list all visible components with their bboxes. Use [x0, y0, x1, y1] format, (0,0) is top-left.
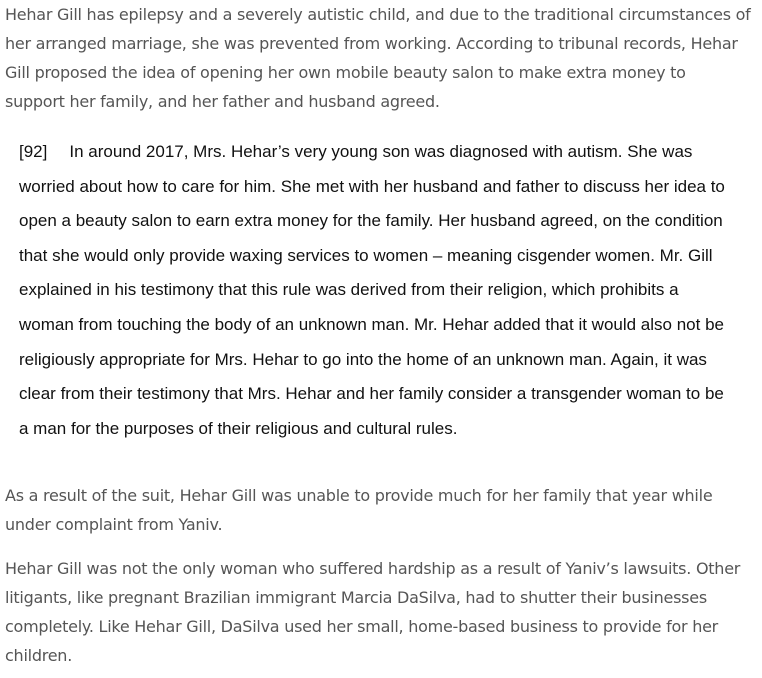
paragraph-line: Hehar Gill has epilepsy and a severely autistic child, and due to the traditional circumstances of [5, 5, 751, 24]
quote-line: a man for the purposes of their religious and cultural rules. [19, 418, 458, 438]
paragraph-line: completely. Like Hehar Gill, DaSilva used her small, home-based business to provide for her [5, 617, 718, 636]
quote-line: worried about how to care for him. She met with her husband and father to discuss her idea to [19, 176, 725, 196]
paragraph-line: Hehar Gill was not the only woman who suffered hardship as a result of Yaniv’s lawsuits. Other [5, 559, 741, 578]
paragraph-line: under complaint from Yaniv. [5, 515, 223, 534]
quote-line: explained in his testimony that this rule was derived from their religion, which prohibits a [19, 280, 679, 300]
paragraph-line: litigants, like pregnant Brazilian immigrant Marcia DaSilva, had to shutter their businesses [5, 588, 707, 607]
quote-paragraph-number: [92] [19, 142, 48, 161]
quote-line: religiously appropriate for Mrs. Hehar to go into the home of an unknown man. Again, it was [19, 349, 707, 369]
quote-line [19, 135, 759, 170]
paragraph-line: her arranged marriage, she was prevented from working. According to tribunal records, Hehar [5, 34, 738, 53]
paragraph-line: Gill proposed the idea of opening her own mobile beauty salon to make extra money to [5, 63, 686, 82]
paragraph-line: support her family, and her father and husband agreed. [5, 92, 440, 111]
quote-line: clear from their testimony that Mrs. Hehar and her family consider a transgender woman to be [19, 384, 724, 404]
result-paragraph [5, 481, 712, 539]
tribunal-quote [19, 135, 759, 446]
quote-line-text: In around 2017, Mrs. Hehar’s very young son was diagnosed with autism. She was [69, 142, 693, 161]
intro-paragraph [5, 0, 762, 116]
quote-line: woman from touching the body of an unknown man. Mr. Hehar added that it would also not be [19, 314, 724, 334]
hardship-paragraph [5, 554, 740, 670]
paragraph-line: children. [5, 646, 73, 665]
paragraph-line: As a result of the suit, Hehar Gill was unable to provide much for her family that year while [5, 486, 713, 505]
quote-line: open a beauty salon to earn extra money for the family. Her husband agreed, on the condition [19, 211, 723, 231]
quote-line: that she would only provide waxing services to women – meaning cisgender women. Mr. Gill [19, 245, 713, 265]
